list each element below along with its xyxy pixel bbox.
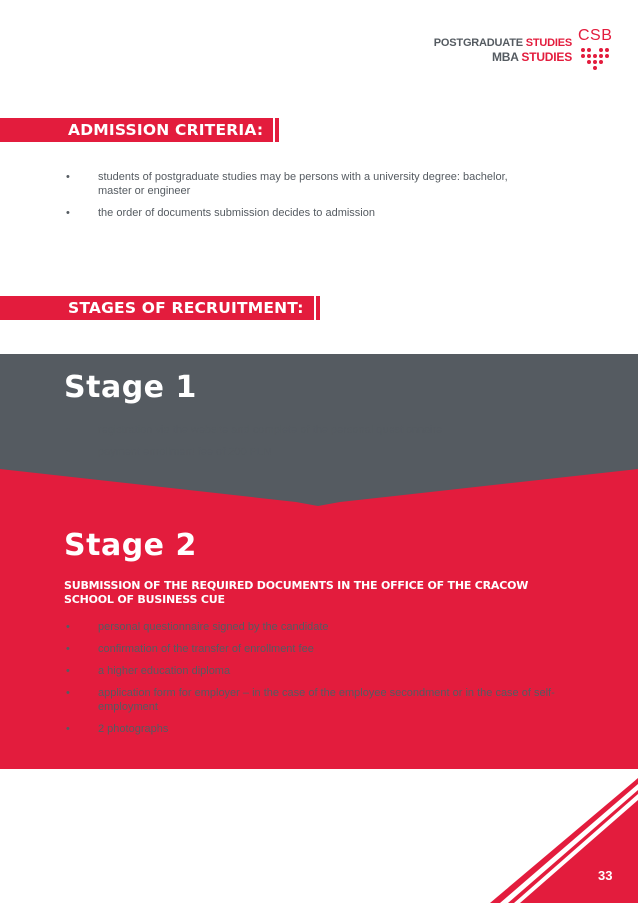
list-item: • registration via the website and complete of the personal questionnaire xyxy=(66,423,566,437)
heart-dots-icon xyxy=(580,47,610,73)
list-item: • the order of documents submission decides to admission xyxy=(66,206,536,220)
recruitment-title: STAGES OF RECRUITMENT: xyxy=(64,296,314,320)
stage1-list xyxy=(66,423,566,467)
admission-bar xyxy=(0,118,64,142)
admission-list xyxy=(66,170,536,228)
list-item: • a higher education diploma xyxy=(66,664,566,678)
list-item: • application form for employer – in the case of the employee secondment or in the case of self-employment xyxy=(66,686,566,714)
stage1-title: Stage 1 xyxy=(64,370,197,405)
corner-stripes xyxy=(380,778,638,903)
stage2-subtitle: SUBMISSION OF THE REQUIRED DOCUMENTS IN THE OFFICE OF THE CRACOW SCHOOL OF BUSINESS CUE xyxy=(64,579,529,606)
logo-text: CSB xyxy=(578,27,613,44)
csb-logo xyxy=(578,27,612,77)
wide-stripe xyxy=(520,800,638,903)
admission-title: ADMISSION CRITERIA: xyxy=(64,118,273,142)
header-line-mba: MBA STUDIES xyxy=(491,50,572,64)
list-item: • confirmation of the transfer of enrollment fee xyxy=(66,642,566,656)
recruitment-bar xyxy=(0,296,64,320)
stage2-title: Stage 2 xyxy=(64,528,197,563)
list-item: • payment enrollment fee of 200 PLN xyxy=(66,445,566,459)
list-item: • personal questionnaire signed by the candidate xyxy=(66,620,566,634)
header-line-postgraduate: POSTGRADUATE STUDIES xyxy=(433,37,572,49)
header-titles xyxy=(434,37,572,64)
page-number: 33 xyxy=(598,868,613,883)
list-item: • 2 photographs xyxy=(66,722,566,736)
list-item: • students of postgraduate studies may be persons with a university degree: bachelor, master or engineer xyxy=(66,170,536,198)
stage2-list xyxy=(66,620,566,744)
